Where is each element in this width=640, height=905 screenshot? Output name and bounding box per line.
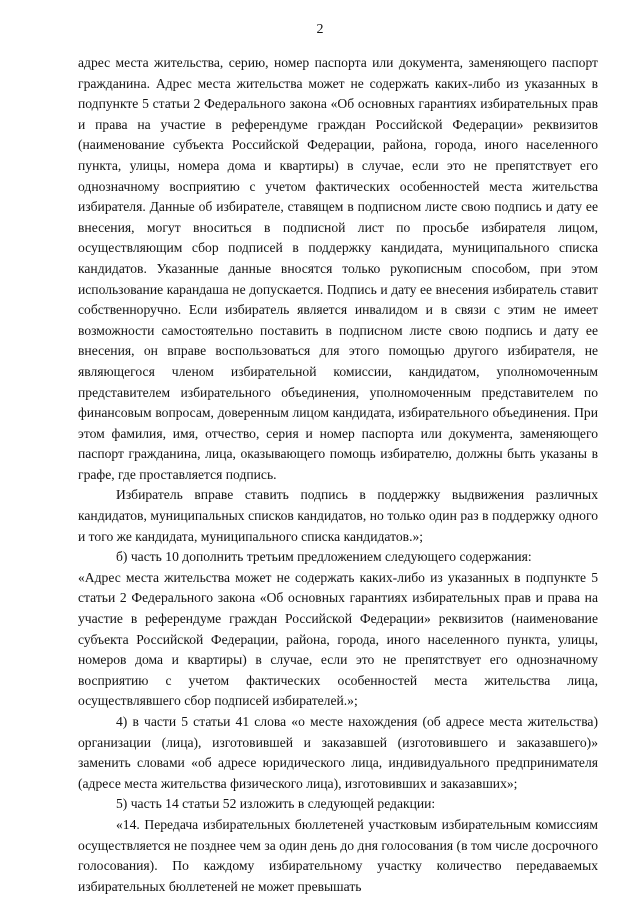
paragraph-item-5: 5) часть 14 статьи 52 изложить в следующей редакции: (116, 796, 436, 812)
paragraph-voter-right: Избиратель вправе ставить подпись в поддержку выдвижения различных кандидатов, муниципальных списков кандидатов, но только один раз в поддержку одного и того же кандидата, муниципального списка кандидатов.»; (78, 487, 598, 544)
document-body (78, 53, 598, 897)
paragraph-signature-data: адрес места жительства, серию, номер паспорта или документа, заменяющего паспорт гражданина. Адрес места жительства может не содержать каких-либо из указанных в подпункте 5 статьи 2 Федерального закона «Об основных гарантиях избирательных прав и права на участие в референдуме граждан Российской Федерации» реквизитов (наименование субъекта Российской Федерации, района, города, иного населенного пункта, улицы, номера дома и квартиры) в случае, если это не препятствует его однозначному восприятию с учетом фактических особенностей места жительства избирателя. Данные об избирателе, ставящем в подписном листе свою подпись и дату ее внесения, могут вноситься в подписной лист по просьбе избирателя лицом, осуществляющим сбор подписей в поддержку кандидата, муниципального списка кандидатов. Указанные данные вносятся только рукописным способом, при этом использование карандаша не допускается. Подпись и дату ее внесения избиратель ставит собственноручно. Если избиратель является инвалидом и в связи с этим не имеет возможности самостоятельно поставить в подписном листе свою подпись и дату ее внесения, он вправе воспользоваться для этого помощью другого избирателя, не являющегося членом избирательной комиссии, кандидатом, уполномоченным представителем избирательного объединения, уполномоченным представителем по финансовым вопросам, доверенным лицом кандидата, избирательного объединения. При этом фамилия, имя, отчество, серия и номер паспорта или документа, заменяющего паспорт гражданина, лица, оказывающего помощь избирателю, должны быть указаны в графе, где проставляется подпись. (78, 55, 598, 482)
paragraph-clause-14: «14. Передача избирательных бюллетеней участковым избирательным комиссиям осуществляется не позднее чем за один день до дня голосования (в том числе досрочного голосования). По каждому избирательному участку количество передаваемых избирательных бюллетеней не может превышать (78, 816, 598, 894)
paragraph-item-b: б) часть 10 дополнить третьим предложением следующего содержания: (116, 549, 532, 565)
paragraph-item-4: 4) в части 5 статьи 41 слова «о месте нахождения (об адресе места жительства) организации (лица), изготовившей и заказавшей (изготовившего и заказавшего)» заменить словами «об адресе юридического лица, индивидуального предпринимателя (адресе места жительства физического лица), изготовивших и заказавших»; (78, 714, 598, 791)
page-number: 2 (316, 22, 324, 37)
paragraph-address-sentence: «Адрес места жительства может не содержать каких-либо из указанных в подпункте 5 статьи 2 Федерального закона «Об основных гарантиях избирательных прав и права на участие в референдуме граждан Российской Федерации» реквизитов (наименование субъекта Российской Федерации, района, города, иного населенного пункта, улицы, номеров дома и квартиры) в случае, если это не препятствует его однозначному восприятию с учетом фактических особенностей места жительства лица, осуществлявшего сбор подписей избирателей.»; (78, 569, 598, 709)
